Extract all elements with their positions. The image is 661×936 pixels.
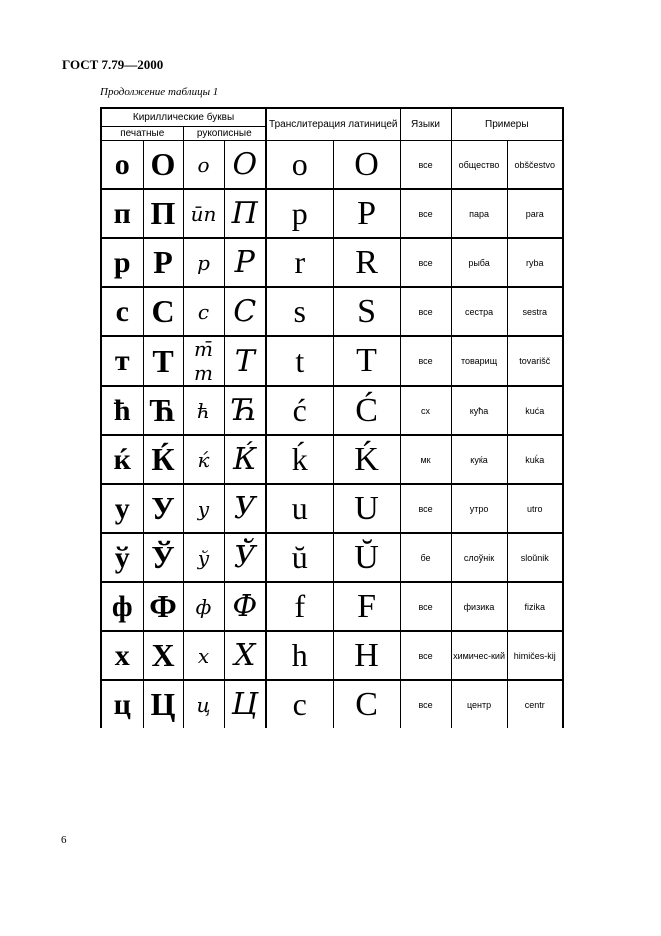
- printed-uppercase-cell: Ќ: [143, 435, 183, 484]
- table-row: [101, 435, 563, 484]
- header-handwritten: рукописные: [183, 127, 266, 141]
- example-latin-cell: para: [507, 189, 563, 238]
- example-latin-cell: fizika: [507, 582, 563, 631]
- latin-lowercase-cell: u: [266, 484, 333, 533]
- example-latin-cell: utro: [507, 484, 563, 533]
- printed-lowercase-cell: х: [101, 631, 143, 680]
- handwritten-lowercase-cell: ūп: [183, 189, 224, 238]
- printed-lowercase-cell: т: [101, 336, 143, 386]
- handwritten-uppercase-cell: Ў: [224, 533, 266, 582]
- language-cell: все: [400, 680, 451, 728]
- printed-lowercase-cell: с: [101, 287, 143, 336]
- printed-lowercase-cell: о: [101, 141, 143, 190]
- latin-lowercase-cell: p: [266, 189, 333, 238]
- example-cyrillic-cell: утро: [451, 484, 507, 533]
- header-languages: Языки: [400, 108, 451, 141]
- latin-uppercase-cell: T: [333, 336, 400, 386]
- latin-uppercase-cell: Ć: [333, 386, 400, 435]
- printed-uppercase-cell: П: [143, 189, 183, 238]
- table-row: [101, 533, 563, 582]
- printed-lowercase-cell: у: [101, 484, 143, 533]
- printed-uppercase-cell: Ф: [143, 582, 183, 631]
- latin-lowercase-cell: ć: [266, 386, 333, 435]
- header-examples: Примеры: [451, 108, 563, 141]
- handwritten-uppercase-cell: Т: [224, 336, 266, 386]
- table-row: [101, 238, 563, 287]
- table-row: [101, 141, 563, 190]
- language-cell: все: [400, 287, 451, 336]
- handwritten-lowercase-cell: ў: [183, 533, 224, 582]
- handwritten-lowercase-cell: ќ: [183, 435, 224, 484]
- example-cyrillic-cell: химичес-кий: [451, 631, 507, 680]
- printed-uppercase-cell: О: [143, 141, 183, 190]
- handwritten-lowercase-cell: ф: [183, 582, 224, 631]
- example-latin-cell: sestra: [507, 287, 563, 336]
- latin-uppercase-cell: P: [333, 189, 400, 238]
- table-row: [101, 484, 563, 533]
- header-printed: печатные: [101, 127, 183, 141]
- example-cyrillic-cell: рыба: [451, 238, 507, 287]
- handwritten-lowercase-cell: о: [183, 141, 224, 190]
- example-cyrillic-cell: куќа: [451, 435, 507, 484]
- latin-lowercase-cell: c: [266, 680, 333, 728]
- handwritten-lowercase-cell: у: [183, 484, 224, 533]
- latin-uppercase-cell: S: [333, 287, 400, 336]
- example-latin-cell: sloŭnik: [507, 533, 563, 582]
- printed-lowercase-cell: ф: [101, 582, 143, 631]
- printed-uppercase-cell: Ц: [143, 680, 183, 728]
- table-row: [101, 386, 563, 435]
- printed-lowercase-cell: ќ: [101, 435, 143, 484]
- example-latin-cell: himičes-kij: [507, 631, 563, 680]
- language-cell: все: [400, 238, 451, 287]
- handwritten-uppercase-cell: П: [224, 189, 266, 238]
- printed-uppercase-cell: Х: [143, 631, 183, 680]
- table-row: [101, 582, 563, 631]
- printed-lowercase-cell: р: [101, 238, 143, 287]
- latin-uppercase-cell: H: [333, 631, 400, 680]
- language-cell: бе: [400, 533, 451, 582]
- handwritten-uppercase-cell: Ф: [224, 582, 266, 631]
- handwritten-lowercase-cell: с: [183, 287, 224, 336]
- example-latin-cell: centr: [507, 680, 563, 728]
- handwritten-uppercase-cell: Ћ: [224, 386, 266, 435]
- example-cyrillic-cell: центр: [451, 680, 507, 728]
- latin-lowercase-cell: s: [266, 287, 333, 336]
- latin-lowercase-cell: f: [266, 582, 333, 631]
- latin-uppercase-cell: Ḱ: [333, 435, 400, 484]
- language-cell: все: [400, 631, 451, 680]
- printed-uppercase-cell: Ў: [143, 533, 183, 582]
- latin-uppercase-cell: U: [333, 484, 400, 533]
- printed-lowercase-cell: ћ: [101, 386, 143, 435]
- example-cyrillic-cell: кућа: [451, 386, 507, 435]
- language-cell: все: [400, 582, 451, 631]
- latin-uppercase-cell: Ŭ: [333, 533, 400, 582]
- latin-uppercase-cell: F: [333, 582, 400, 631]
- example-cyrillic-cell: общество: [451, 141, 507, 190]
- example-cyrillic-cell: слоўнік: [451, 533, 507, 582]
- document-code: ГОСТ 7.79—2000: [62, 57, 164, 72]
- printed-uppercase-cell: С: [143, 287, 183, 336]
- printed-lowercase-cell: ц: [101, 680, 143, 728]
- latin-uppercase-cell: R: [333, 238, 400, 287]
- example-cyrillic-cell: товарищ: [451, 336, 507, 386]
- handwritten-lowercase-cell: ћ: [183, 386, 224, 435]
- example-cyrillic-cell: сестра: [451, 287, 507, 336]
- language-cell: все: [400, 189, 451, 238]
- table-row: [101, 287, 563, 336]
- handwritten-uppercase-cell: С: [224, 287, 266, 336]
- latin-lowercase-cell: ḱ: [266, 435, 333, 484]
- latin-uppercase-cell: O: [333, 141, 400, 190]
- example-latin-cell: ryba: [507, 238, 563, 287]
- latin-lowercase-cell: ŭ: [266, 533, 333, 582]
- language-cell: мк: [400, 435, 451, 484]
- latin-uppercase-cell: C: [333, 680, 400, 728]
- language-cell: сх: [400, 386, 451, 435]
- example-latin-cell: tovarišč: [507, 336, 563, 386]
- handwritten-uppercase-cell: Х: [224, 631, 266, 680]
- example-cyrillic-cell: физика: [451, 582, 507, 631]
- language-cell: все: [400, 141, 451, 190]
- handwritten-lowercase-cell: ц: [183, 680, 224, 728]
- handwritten-uppercase-cell: У: [224, 484, 266, 533]
- handwritten-uppercase-cell: Ќ: [224, 435, 266, 484]
- handwritten-uppercase-cell: Ц: [224, 680, 266, 728]
- printed-uppercase-cell: Р: [143, 238, 183, 287]
- table-row: [101, 680, 563, 728]
- transliteration-table: [100, 107, 564, 728]
- table-row: [101, 189, 563, 238]
- latin-lowercase-cell: t: [266, 336, 333, 386]
- printed-uppercase-cell: У: [143, 484, 183, 533]
- latin-lowercase-cell: r: [266, 238, 333, 287]
- language-cell: все: [400, 336, 451, 386]
- printed-uppercase-cell: Ћ: [143, 386, 183, 435]
- example-latin-cell: obščestvo: [507, 141, 563, 190]
- example-latin-cell: kuća: [507, 386, 563, 435]
- language-cell: все: [400, 484, 451, 533]
- table-row: [101, 336, 563, 386]
- handwritten-lowercase-cell: р: [183, 238, 224, 287]
- handwritten-lowercase-cell: х: [183, 631, 224, 680]
- printed-lowercase-cell: п: [101, 189, 143, 238]
- printed-uppercase-cell: Т: [143, 336, 183, 386]
- page-number: 6: [61, 834, 67, 846]
- table-caption: Продолжение таблицы 1: [100, 86, 219, 98]
- table-row: [101, 631, 563, 680]
- latin-lowercase-cell: h: [266, 631, 333, 680]
- example-latin-cell: kuḱa: [507, 435, 563, 484]
- header-transliteration: Транслитерация латиницей: [266, 108, 400, 141]
- printed-lowercase-cell: ў: [101, 533, 143, 582]
- header-cyrillic-letters: Кириллические буквы: [101, 108, 266, 127]
- handwritten-uppercase-cell: Р: [224, 238, 266, 287]
- latin-lowercase-cell: o: [266, 141, 333, 190]
- example-cyrillic-cell: пара: [451, 189, 507, 238]
- handwritten-lowercase-cell: т̄ т: [183, 336, 224, 386]
- handwritten-uppercase-cell: О: [224, 141, 266, 190]
